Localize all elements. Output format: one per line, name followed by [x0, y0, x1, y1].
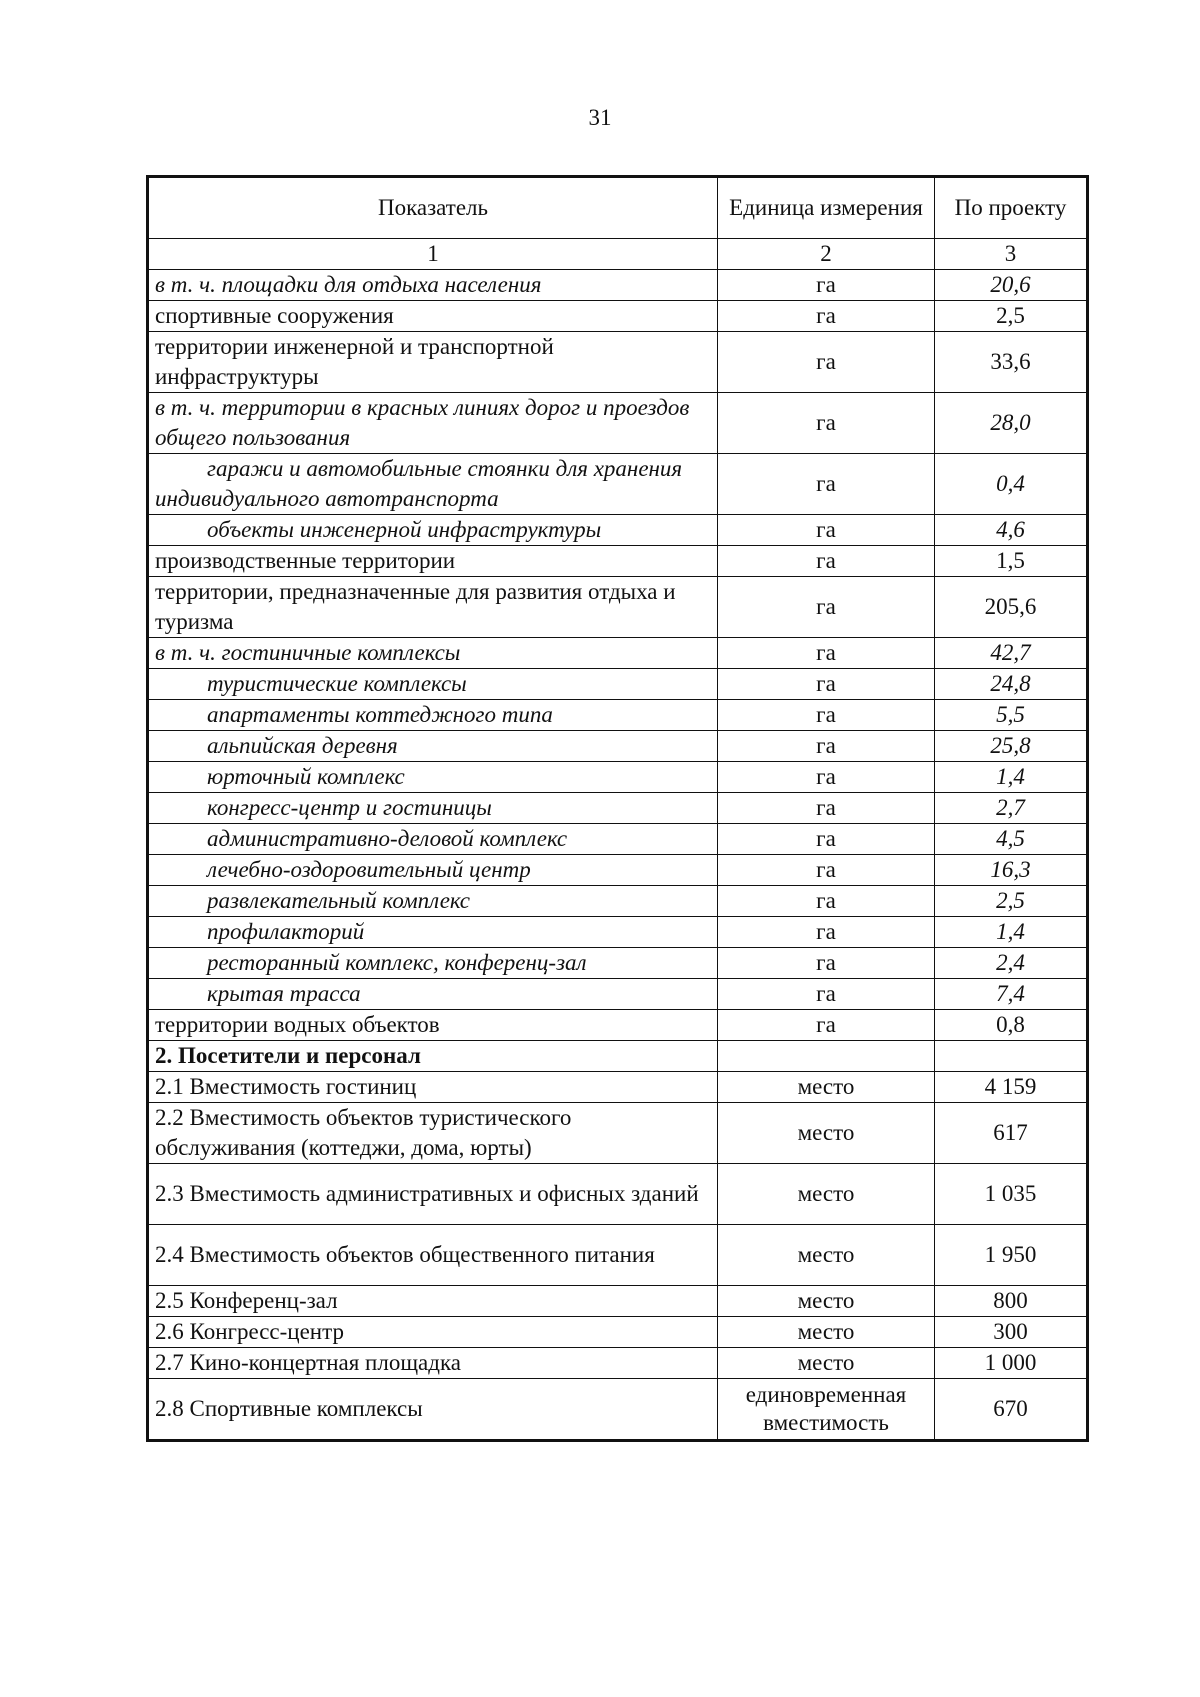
- row-label: конгресс-центр и гостиницы: [148, 793, 718, 824]
- row-label: 2. Посетители и персонал: [148, 1041, 718, 1072]
- row-unit: место: [718, 1072, 935, 1103]
- row-label: лечебно-оздоровительный центр: [148, 855, 718, 886]
- row-label: спортивные сооружения: [148, 301, 718, 332]
- table-row: [148, 454, 1088, 515]
- row-label: 2.4 Вместимость объектов общественного питания: [148, 1225, 718, 1286]
- header-row: [148, 177, 1088, 239]
- row-unit: га: [718, 577, 935, 638]
- row-unit: га: [718, 638, 935, 669]
- table-row: [148, 948, 1088, 979]
- row-unit: место: [718, 1164, 935, 1225]
- table-row: [148, 638, 1088, 669]
- row-value: 2,5: [935, 301, 1088, 332]
- table-row: [148, 546, 1088, 577]
- table-row: [148, 393, 1088, 454]
- table-row: [148, 332, 1088, 393]
- row-label: административно-деловой комплекс: [148, 824, 718, 855]
- row-unit: место: [718, 1317, 935, 1348]
- column-number: 3: [935, 239, 1088, 270]
- row-value: 1 000: [935, 1348, 1088, 1379]
- row-unit: га: [718, 301, 935, 332]
- table-body: [148, 270, 1088, 1441]
- row-unit: га: [718, 948, 935, 979]
- table-row: [148, 855, 1088, 886]
- row-value: 2,4: [935, 948, 1088, 979]
- row-label: ресторанный комплекс, конференц-зал: [148, 948, 718, 979]
- row-value: 1,4: [935, 762, 1088, 793]
- table-row: [148, 731, 1088, 762]
- row-label: в т. ч. территории в красных линиях дорог и проездов общего пользования: [148, 393, 718, 454]
- row-value: 2,7: [935, 793, 1088, 824]
- row-label: альпийская деревня: [148, 731, 718, 762]
- table-row: [148, 577, 1088, 638]
- table-row: [148, 669, 1088, 700]
- column-number: 2: [718, 239, 935, 270]
- row-value: 0,8: [935, 1010, 1088, 1041]
- row-value: 0,4: [935, 454, 1088, 515]
- row-value: 800: [935, 1286, 1088, 1317]
- row-label: юрточный комплекс: [148, 762, 718, 793]
- row-unit: га: [718, 393, 935, 454]
- table-row: [148, 1379, 1088, 1441]
- row-value: 33,6: [935, 332, 1088, 393]
- row-unit: га: [718, 332, 935, 393]
- row-label: в т. ч. площадки для отдыха населения: [148, 270, 718, 301]
- table-row: [148, 1010, 1088, 1041]
- table-row: [148, 270, 1088, 301]
- table-row: [148, 1164, 1088, 1225]
- table-row: [148, 1317, 1088, 1348]
- table-row: [148, 979, 1088, 1010]
- table-row: [148, 1072, 1088, 1103]
- row-unit: га: [718, 270, 935, 301]
- row-label: 2.5 Конференц-зал: [148, 1286, 718, 1317]
- row-label: гаражи и автомобильные стоянки для хранения индивидуального автотранспорта: [148, 454, 718, 515]
- table-row: [148, 886, 1088, 917]
- row-value: 300: [935, 1317, 1088, 1348]
- row-value: 1 950: [935, 1225, 1088, 1286]
- table-row: [148, 700, 1088, 731]
- indicators-table: [146, 175, 1089, 1442]
- row-unit: [718, 1041, 935, 1072]
- table-row: [148, 762, 1088, 793]
- row-label: территории водных объектов: [148, 1010, 718, 1041]
- row-label: крытая трасса: [148, 979, 718, 1010]
- row-label: апартаменты коттеджного типа: [148, 700, 718, 731]
- row-label: производственные территории: [148, 546, 718, 577]
- table-row: [148, 1103, 1088, 1164]
- row-value: 1 035: [935, 1164, 1088, 1225]
- row-value: 42,7: [935, 638, 1088, 669]
- header-unit: Единица измерения: [718, 177, 935, 239]
- row-value: 1,4: [935, 917, 1088, 948]
- row-label: развлекательный комплекс: [148, 886, 718, 917]
- row-unit: га: [718, 979, 935, 1010]
- row-unit: га: [718, 515, 935, 546]
- row-label: профилакторий: [148, 917, 718, 948]
- row-value: 5,5: [935, 700, 1088, 731]
- table-row: [148, 1225, 1088, 1286]
- row-value: 205,6: [935, 577, 1088, 638]
- column-number-row: [148, 239, 1088, 270]
- header-project: По проекту: [935, 177, 1088, 239]
- row-unit: га: [718, 731, 935, 762]
- row-value: 670: [935, 1379, 1088, 1441]
- table-row: [148, 793, 1088, 824]
- column-number: 1: [148, 239, 718, 270]
- row-value: 4,6: [935, 515, 1088, 546]
- row-label: туристические комплексы: [148, 669, 718, 700]
- row-label: территории, предназначенные для развития отдыха и туризма: [148, 577, 718, 638]
- row-unit: га: [718, 1010, 935, 1041]
- row-value: 4 159: [935, 1072, 1088, 1103]
- row-value: 28,0: [935, 393, 1088, 454]
- row-label: 2.3 Вместимость административных и офисных зданий: [148, 1164, 718, 1225]
- row-label: 2.2 Вместимость объектов туристического обслуживания (коттеджи, дома, юрты): [148, 1103, 718, 1164]
- row-value: 1,5: [935, 546, 1088, 577]
- table-row: [148, 824, 1088, 855]
- row-value: 2,5: [935, 886, 1088, 917]
- row-unit: место: [718, 1286, 935, 1317]
- row-value: [935, 1041, 1088, 1072]
- table-row: [148, 1286, 1088, 1317]
- row-label: 2.8 Спортивные комплексы: [148, 1379, 718, 1441]
- row-label: объекты инженерной инфраструктуры: [148, 515, 718, 546]
- row-unit: га: [718, 454, 935, 515]
- row-unit: единовременная вместимость: [718, 1379, 935, 1441]
- row-unit: га: [718, 669, 935, 700]
- table-row: [148, 1041, 1088, 1072]
- row-unit: га: [718, 855, 935, 886]
- row-value: 25,8: [935, 731, 1088, 762]
- row-unit: га: [718, 917, 935, 948]
- row-unit: га: [718, 886, 935, 917]
- row-value: 4,5: [935, 824, 1088, 855]
- row-unit: место: [718, 1348, 935, 1379]
- row-label: 2.1 Вместимость гостиниц: [148, 1072, 718, 1103]
- row-value: 7,4: [935, 979, 1088, 1010]
- table-row: [148, 515, 1088, 546]
- row-unit: га: [718, 700, 935, 731]
- row-label: территории инженерной и транспортной инфраструктуры: [148, 332, 718, 393]
- table-row: [148, 301, 1088, 332]
- header-indicator: Показатель: [148, 177, 718, 239]
- table-row: [148, 917, 1088, 948]
- table-row: [148, 1348, 1088, 1379]
- row-unit: место: [718, 1225, 935, 1286]
- page-number: 31: [588, 105, 612, 130]
- row-value: 20,6: [935, 270, 1088, 301]
- row-unit: га: [718, 824, 935, 855]
- row-value: 16,3: [935, 855, 1088, 886]
- row-value: 24,8: [935, 669, 1088, 700]
- row-label: 2.6 Конгресс-центр: [148, 1317, 718, 1348]
- row-unit: га: [718, 546, 935, 577]
- row-unit: место: [718, 1103, 935, 1164]
- row-value: 617: [935, 1103, 1088, 1164]
- row-unit: га: [718, 793, 935, 824]
- row-unit: га: [718, 762, 935, 793]
- row-label: 2.7 Кино-концертная площадка: [148, 1348, 718, 1379]
- row-label: в т. ч. гостиничные комплексы: [148, 638, 718, 669]
